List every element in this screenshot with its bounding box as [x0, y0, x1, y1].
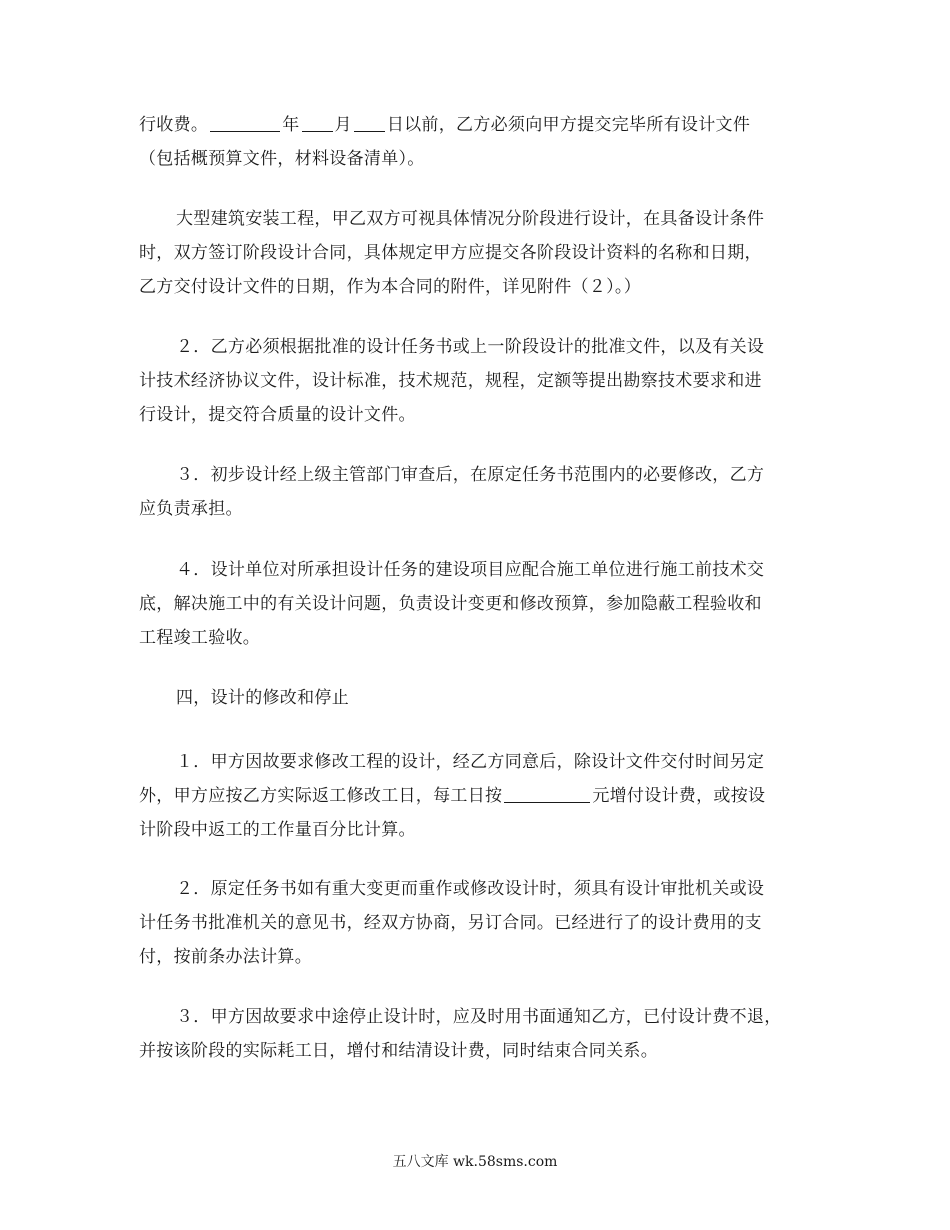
footer-watermark: 五八文库 wk.58sms.com — [392, 1154, 558, 1170]
fill-blank-month — [302, 113, 333, 132]
text-line: 行设计，提交符合质量的设计文件。 — [139, 405, 416, 425]
fill-blank-fee — [504, 784, 590, 803]
text-line: 乙方交付设计文件的日期，作为本合同的附件，详见附件（２）。） — [139, 277, 641, 297]
paragraph-modification-3 — [139, 1000, 829, 1068]
text-line: 并按该阶段的实际耗工日，增付和结清设计费，同时结束合同关系。 — [139, 1041, 658, 1061]
text-line: １．甲方因故要求修改工程的设计，经乙方同意后，除设计文件交付时间另定 — [176, 752, 765, 772]
text-segment: 日以前，乙方必须向甲方提交完毕所有设计文件 — [386, 115, 751, 135]
text-line: 底，解决施工中的有关设计问题，负责设计变更和修改预算，参加隐蔽工程验收和 — [139, 594, 762, 614]
fill-blank-year — [210, 113, 280, 132]
text-segment: 外，甲方应按乙方实际返工修改工日，每工日按 — [139, 786, 503, 806]
paragraph-clause-2 — [139, 330, 829, 432]
paragraph-modification-1 — [139, 745, 829, 847]
text-line: 计任务书批准机关的意见书，经双方协商，另订合同。已经进行了的设计费用的支 — [139, 913, 762, 933]
paragraph-modification-2 — [139, 872, 829, 974]
text-segment: 行收费。 — [139, 115, 209, 135]
text-line — [139, 779, 829, 813]
text-line: 大型建筑安装工程，甲乙双方可视具体情况分阶段进行设计，在具备设计条件 — [176, 209, 765, 229]
section-heading-modification — [139, 681, 829, 715]
section-heading: 四，设计的修改和停止 — [176, 688, 349, 708]
text-line: ２．原定任务书如有重大变更而重作或修改设计时，须具有设计审批机关或设 — [176, 879, 765, 899]
paragraph-clause-3 — [139, 458, 829, 526]
text-line: （包括概预算文件，材料设备清单）。 — [139, 149, 425, 169]
paragraph-clause-4 — [139, 553, 829, 655]
text-segment: 元增付设计费，或按设 — [592, 786, 766, 806]
text-line: 应负责承担。 — [139, 499, 243, 519]
text-line: 付，按前条办法计算。 — [139, 947, 312, 967]
text-line: 工程竣工验收。 — [139, 628, 261, 648]
paragraph-delivery-date — [139, 108, 829, 176]
text-line: ３．甲方因故要求中途停止设计时，应及时用书面通知乙方，已付设计费不退， — [176, 1007, 782, 1027]
text-line: 时，双方签订阶段设计合同，具体规定甲方应提交各阶段设计资料的名称和日期， — [139, 243, 762, 263]
text-segment: 年 — [282, 115, 300, 135]
text-line: ２．乙方必须根据批准的设计任务书或上一阶段设计的批准文件，以及有关设 — [176, 337, 765, 357]
text-line — [139, 108, 829, 142]
text-segment: 月 — [334, 115, 352, 135]
text-line: 计阶段中返工的工作量百分比计算。 — [139, 820, 416, 840]
paragraph-staged-design — [139, 202, 829, 304]
text-line: ３．初步设计经上级主管部门审查后，在原定任务书范围内的必要修改，乙方 — [176, 465, 765, 485]
text-line: ４．设计单位对所承担设计任务的建设项目应配合施工单位进行施工前技术交 — [176, 560, 765, 580]
fill-blank-day — [354, 113, 385, 132]
text-line: 计技术经济协议文件，设计标准，技术规范，规程，定额等提出勘察技术要求和进 — [139, 371, 762, 391]
